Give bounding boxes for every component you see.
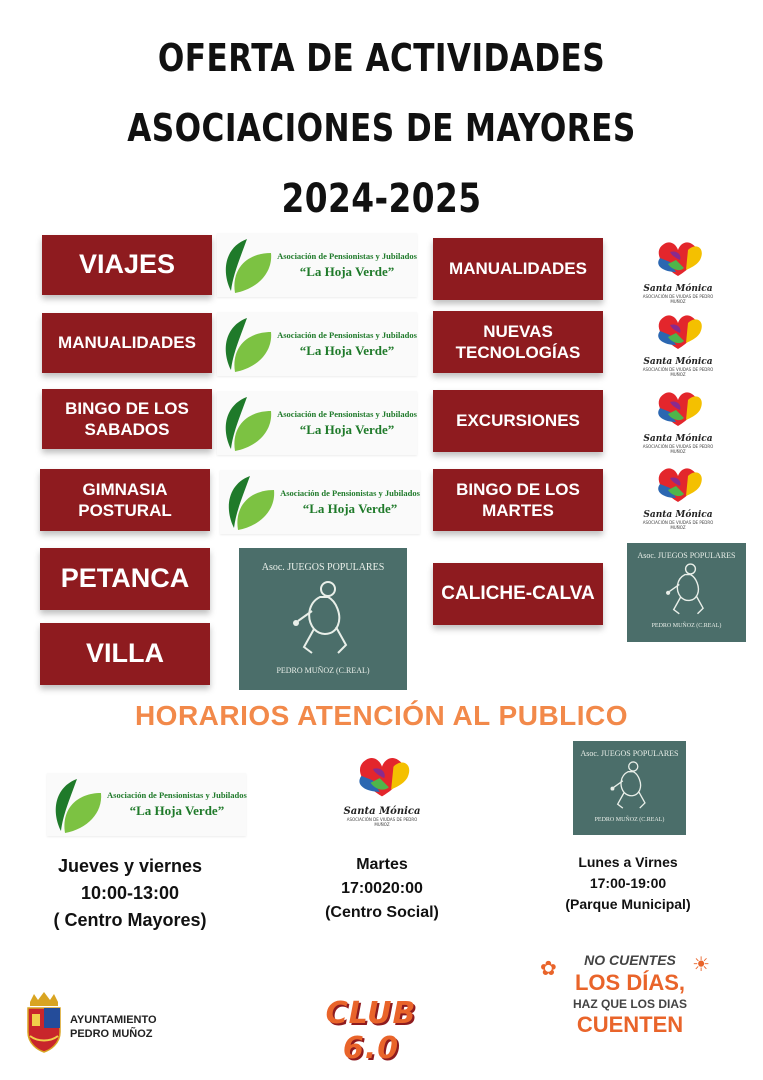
leaf-icon bbox=[220, 472, 280, 532]
leaf-icon bbox=[217, 393, 277, 453]
santa-monica-logo: Santa Mónica ASOCIACIÓN DE VIUDAS DE PEDRO MUÑOZ bbox=[640, 464, 716, 526]
santa-monica-logo: Santa Mónica ASOCIACIÓN DE VIUDAS DE PEDRO MUÑOZ bbox=[640, 388, 716, 450]
juegos-populares-logo: Asoc. JUEGOS POPULARES PEDRO MUÑOZ (C.REAL) bbox=[627, 543, 746, 642]
activity-manualidades-right: MANUALIDADES bbox=[433, 238, 603, 300]
title-year: 2024-2025 bbox=[281, 176, 482, 222]
activity-bingo-martes: BINGO DE LOS MARTES bbox=[433, 469, 603, 531]
heart-logo-icon bbox=[650, 311, 706, 353]
leaf-icon bbox=[47, 775, 107, 835]
activity-excursiones: EXCURSIONES bbox=[433, 390, 603, 452]
slogan: ✿ NO CUENTES ☀ LOS DÍAS, HAZ QUE LOS DIAS CUENTEN bbox=[540, 952, 710, 1037]
juegos-populares-logo: Asoc. JUEGOS POPULARES PEDRO MUÑOZ (C.REAL) bbox=[573, 741, 686, 835]
hoja-verde-logo: Asociación de Pensionistas y Jubilados “La Hoja Verde” bbox=[217, 391, 417, 455]
schedule-santa-monica: Martes 17:0020:00 (Centro Social) bbox=[325, 856, 439, 921]
heart-logo-icon bbox=[350, 752, 414, 802]
schedule-hoja-verde: Jueves y viernes 10:00-13:00 ( Centro Mayores) bbox=[53, 856, 207, 930]
ayuntamiento-crest bbox=[24, 992, 64, 1054]
activity-villa: VILLA bbox=[40, 623, 210, 685]
activity-caliche-calva: CALICHE-CALVA bbox=[433, 563, 603, 625]
title-line-1: OFERTA DE ACTIVIDADES bbox=[157, 36, 606, 80]
player-figure-icon bbox=[662, 562, 712, 618]
activity-gimnasia-postural: GIMNASIA POSTURAL bbox=[40, 469, 210, 531]
hoja-verde-logo: Asociación de Pensionistas y Jubilados “La Hoja Verde” bbox=[217, 312, 417, 376]
club-logo: CLUB 6.0 bbox=[325, 996, 417, 1066]
player-figure-icon bbox=[606, 760, 654, 812]
hoja-verde-logo: Asociación de Pensionistas y Jubilados “La Hoja Verde” bbox=[217, 233, 417, 297]
heart-logo-icon bbox=[650, 238, 706, 280]
activity-manualidades: MANUALIDADES bbox=[42, 313, 212, 373]
hoja-verde-logo: Asociación de Pensionistas y Jubilados “La Hoja Verde” bbox=[47, 773, 246, 836]
title-line-2: ASOCIACIONES DE MAYORES bbox=[127, 106, 636, 150]
activity-bingo-sabados: BINGO DE LOS SABADOS bbox=[42, 389, 212, 449]
activity-petanca: PETANCA bbox=[40, 548, 210, 610]
heart-logo-icon bbox=[650, 464, 706, 506]
sun-icon: ☀ bbox=[692, 954, 710, 976]
heart-logo-icon bbox=[650, 388, 706, 430]
coat-of-arms-icon bbox=[24, 992, 64, 1054]
flower-icon: ✿ bbox=[540, 958, 557, 980]
juegos-populares-logo: Asoc. JUEGOS POPULARES PEDRO MUÑOZ (C.REAL) bbox=[239, 548, 407, 690]
player-figure-icon bbox=[288, 579, 358, 659]
activity-nuevas-tecnologias: NUEVAS TECNOLOGÍAS bbox=[433, 311, 603, 373]
activity-viajes: VIAJES bbox=[42, 235, 212, 295]
leaf-icon bbox=[217, 235, 277, 295]
ayuntamiento-name: AYUNTAMIENTO PEDRO MUÑOZ bbox=[70, 1014, 157, 1040]
horarios-title: HORARIOS ATENCIÓN AL PUBLICO bbox=[134, 700, 629, 731]
santa-monica-logo: Santa Mónica ASOCIACIÓN DE VIUDAS DE PEDRO MUÑOZ bbox=[640, 311, 716, 373]
santa-monica-logo: Santa Mónica ASOCIACIÓN DE VIUDAS DE PEDRO MUÑOZ bbox=[340, 752, 424, 832]
schedule-juegos-populares: Lunes a Virnes 17:00-19:00 (Parque Municipal) bbox=[565, 854, 691, 912]
leaf-icon bbox=[217, 314, 277, 374]
hoja-verde-logo: Asociación de Pensionistas y Jubilados “La Hoja Verde” bbox=[220, 470, 420, 534]
santa-monica-logo: Santa Mónica ASOCIACIÓN DE VIUDAS DE PEDRO MUÑOZ bbox=[640, 238, 716, 300]
